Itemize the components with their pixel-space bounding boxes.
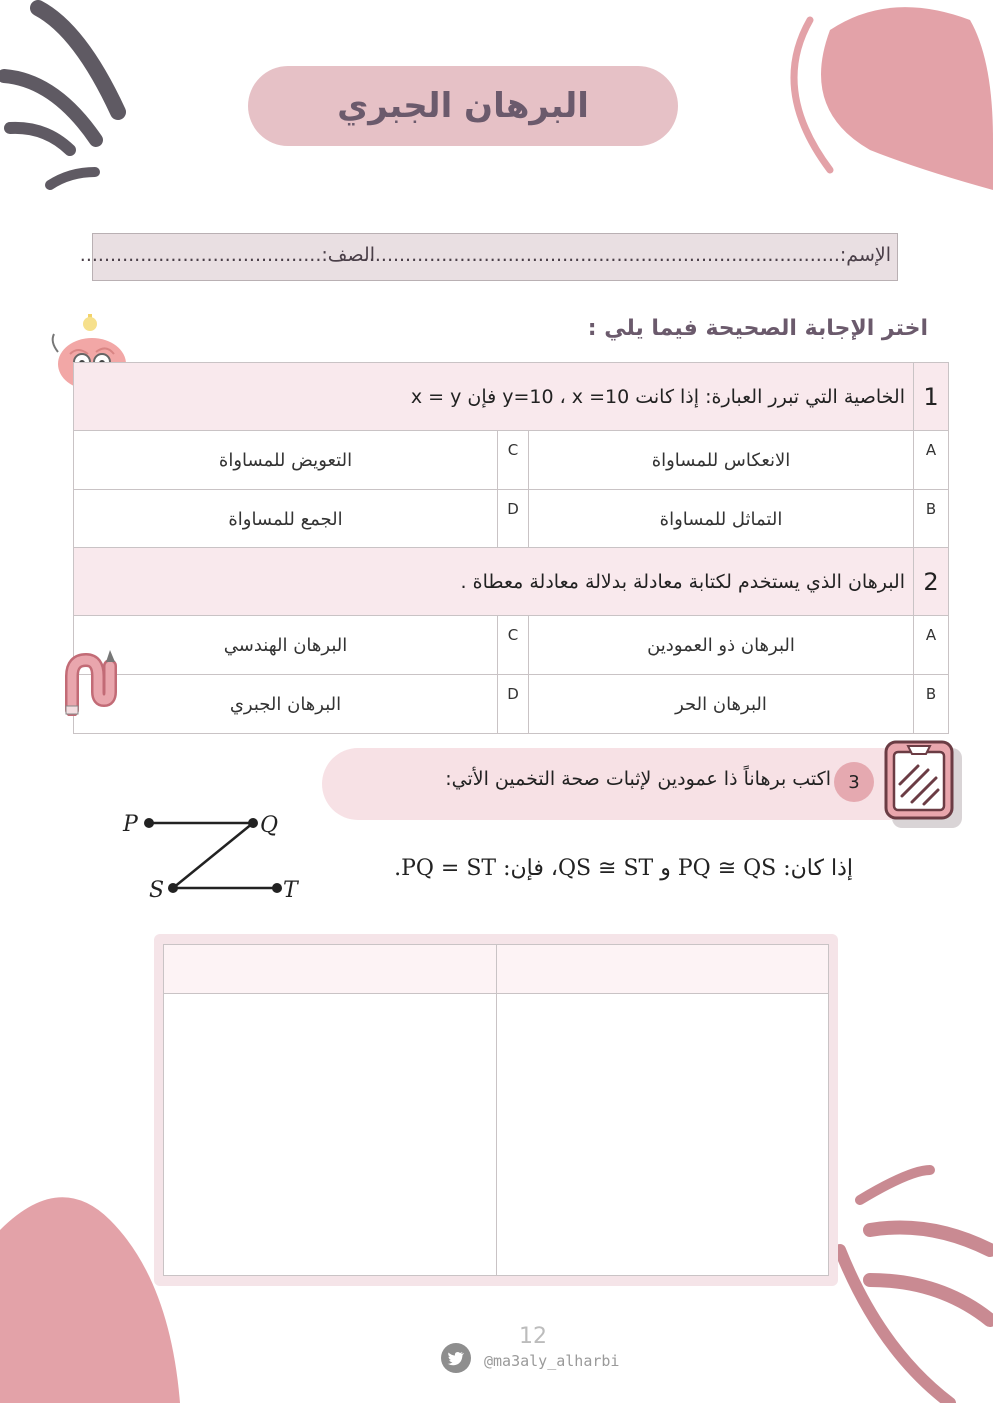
option-letter: C <box>498 431 529 490</box>
two-column-proof-table <box>163 944 829 1276</box>
question-2-table <box>73 547 949 734</box>
question-text: البرهان الذي يستخدم لكتابة معادلة بدلالة معادلة معطاة . <box>74 548 914 616</box>
geometry-figure <box>115 805 315 905</box>
class-field[interactable]: الصف:........................................ <box>79 244 375 266</box>
option-letter: D <box>498 675 529 734</box>
question-3-number-badge <box>834 762 874 802</box>
option-d[interactable]: البرهان الجبري <box>74 675 498 734</box>
option-letter: B <box>914 675 949 734</box>
given-statement: إذا كان: PQ ≅ QS و QS ≅ ST، فإن: PQ = ST. <box>394 856 853 881</box>
option-c[interactable]: التعويض للمساواة <box>74 431 498 490</box>
proof-header-right[interactable] <box>496 945 829 994</box>
instruction-text: اختر الإجابة الصحيحة فيما يلي : <box>587 316 928 341</box>
option-letter: B <box>914 490 949 549</box>
point-label-q: Q <box>260 813 279 838</box>
option-letter: A <box>914 431 949 490</box>
option-d[interactable]: الجمع للمساواة <box>74 490 498 549</box>
decorative-blob-top-right <box>770 0 993 200</box>
page-title: البرهان الجبري <box>337 86 589 126</box>
point-label-p: P <box>123 812 138 837</box>
option-b[interactable]: التماثل للمساواة <box>529 490 914 549</box>
twitter-handle: @ma3aly_alharbi <box>484 1352 620 1370</box>
question-3-text: اكتب برهاناً ذا عمودين لإثبات صحة التخمين الأتي: <box>445 768 831 790</box>
question-number: 2 <box>914 548 949 616</box>
option-a[interactable]: الانعكاس للمساواة <box>529 431 914 490</box>
name-field[interactable]: الإسم:............................................................................... <box>362 244 891 266</box>
proof-header-left[interactable] <box>164 945 497 994</box>
option-letter: A <box>914 616 949 675</box>
option-letter: C <box>498 616 529 675</box>
proof-column-reasons[interactable] <box>164 994 497 1276</box>
decorative-strokes-top-left <box>0 0 140 200</box>
page-title-banner <box>248 66 678 146</box>
twitter-icon <box>440 1342 472 1374</box>
question-text: الخاصية التي تبرر العبارة: إذا كانت y=10 ، x =10 فإن x = y <box>74 363 914 431</box>
point-label-t: T <box>283 878 298 903</box>
decorative-strokes-bottom-right <box>820 1150 993 1403</box>
option-letter: D <box>498 490 529 549</box>
point-label-s: S <box>149 878 165 903</box>
question-number: 1 <box>914 363 949 431</box>
option-a[interactable]: البرهان ذو العمودين <box>529 616 914 675</box>
question-number: 3 <box>848 771 860 793</box>
proof-column-statements[interactable] <box>496 994 829 1276</box>
page-number: 12 <box>519 1324 547 1349</box>
option-b[interactable]: البرهان الحر <box>529 675 914 734</box>
option-c[interactable]: البرهان الهندسي <box>74 616 498 675</box>
question-1-table <box>73 362 949 549</box>
student-info-strip <box>79 233 898 281</box>
